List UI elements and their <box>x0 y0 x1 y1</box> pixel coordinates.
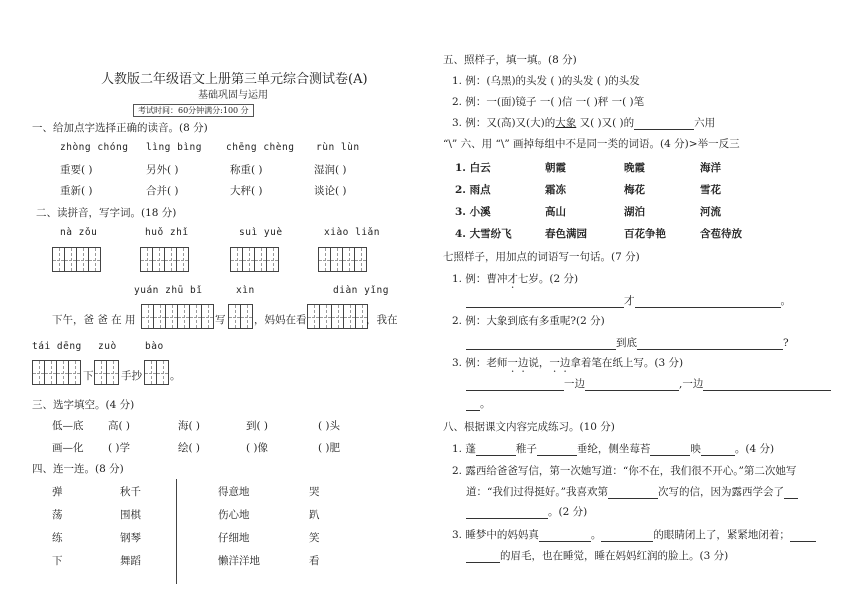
q6-word[interactable]: 春色满园 <box>545 228 587 240</box>
q6-word[interactable]: 4. 大雪纷飞 <box>455 228 512 240</box>
match-word[interactable]: 下 <box>52 555 63 567</box>
q6-word[interactable]: 雪花 <box>700 184 721 196</box>
match-word[interactable]: 懒洋洋地 <box>218 555 260 567</box>
q5-line[interactable]: 1. 例：(乌黑)的头发 ( )的头发 ( )的头发 <box>452 75 640 87</box>
q3-label: 低—底 <box>52 420 84 432</box>
q3-item[interactable]: 高( ) <box>108 420 131 432</box>
answer-blank[interactable] <box>466 296 624 308</box>
answer-blank[interactable] <box>466 399 480 411</box>
q1-item[interactable]: 重要( ) <box>60 164 93 176</box>
q3-item[interactable]: ( )肥 <box>318 442 341 454</box>
q1-heading: 一、给加点字选择正确的读音。(8 分) <box>32 122 208 134</box>
writing-grid[interactable] <box>52 247 101 272</box>
q1-pinyin: zhòng chóng <box>60 142 129 153</box>
q7-heading: 七照样子，用加点的词语写一句话。(7 分) <box>443 251 640 263</box>
q6-word[interactable]: 海洋 <box>700 162 721 174</box>
q2-pinyin: xiào liǎn <box>324 227 380 238</box>
q7-answer-line[interactable]: 才 。 <box>466 293 791 308</box>
answer-blank[interactable] <box>476 444 516 456</box>
q5-line[interactable] <box>452 115 715 130</box>
match-word[interactable]: 舞蹈 <box>120 555 141 567</box>
writing-grid[interactable] <box>307 304 368 329</box>
q8-line[interactable]: 的眉毛，也在睡觉，睡在妈妈红润的脸上。(3 分) <box>466 548 728 563</box>
q1-pinyin: chēng chèng <box>226 142 295 153</box>
q2-pinyin: bào <box>145 341 164 352</box>
q6-word[interactable]: 湖泊 <box>624 206 645 218</box>
divider <box>176 479 177 584</box>
match-word[interactable]: 伤心地 <box>218 509 250 521</box>
q6-word[interactable]: 河流 <box>700 206 721 218</box>
answer-blank[interactable] <box>703 379 831 391</box>
q8-line[interactable]: 道：“我们过得挺好。”我喜欢第 次写的信，因为露西学会了 <box>466 484 798 499</box>
answer-blank[interactable] <box>790 530 816 542</box>
page-subtitle: 基础巩固与运用 <box>198 90 268 101</box>
match-word[interactable]: 趴 <box>309 509 320 521</box>
q1-item[interactable]: 湿润( ) <box>314 164 347 176</box>
answer-blank[interactable] <box>585 379 679 391</box>
match-word[interactable]: 哭 <box>309 486 320 498</box>
q8-line[interactable]: 1. 蓬 稚子 垂纶，侧坐莓苔 映 。(4 分) <box>452 443 775 455</box>
q6-word[interactable]: 1. 白云 <box>455 162 491 174</box>
answer-blank[interactable] <box>701 444 735 456</box>
q6-heading: “\” 六、用 “\” 画掉每组中不是同一类的词语。(4 分)>举一反三 <box>443 138 740 150</box>
exam-info: 考试时间：60分钟满分:100 分 <box>133 104 254 117</box>
answer-blank[interactable] <box>539 530 591 542</box>
match-word[interactable]: 练 <box>52 532 63 544</box>
q7-answer-line[interactable]: 。 <box>466 396 491 411</box>
q7-example: 3. 例：老师一边说，一边拿着笔在纸上写。(3 分) <box>452 357 684 369</box>
q2-pinyin: tái dēng <box>32 341 82 352</box>
q6-word[interactable]: 高山 <box>545 206 566 218</box>
q3-item[interactable]: ( )像 <box>246 442 269 454</box>
writing-grid[interactable] <box>32 360 81 385</box>
q6-word[interactable]: 朝霞 <box>545 162 566 174</box>
q2-sentence: 下 <box>83 370 94 382</box>
q5-heading: 五、照样子，填一填。(8 分) <box>443 54 577 66</box>
q1-item[interactable]: 另外( ) <box>146 164 179 176</box>
answer-blank[interactable] <box>635 296 781 308</box>
q2-sentence: 。 <box>170 370 181 382</box>
match-word[interactable]: 笑 <box>309 532 320 544</box>
q5-text: 六用 <box>694 117 716 129</box>
q1-item[interactable]: 称重( ) <box>230 164 263 176</box>
match-word[interactable]: 得意地 <box>218 486 250 498</box>
match-word[interactable]: 仔细地 <box>218 532 250 544</box>
q2-pinyin: diàn yǐng <box>333 285 389 296</box>
q1-pinyin: lìng bìng <box>146 142 202 153</box>
q5-line[interactable]: 2. 例：一(面)镜子 一( )信 一( )秤 一( )笔 <box>452 96 645 108</box>
answer-blank[interactable] <box>608 487 658 499</box>
answer-blank[interactable] <box>650 444 690 456</box>
q5-text: 3. 例：又(高)又(大)的 <box>452 117 556 129</box>
q8-line: 2. 露西给爸爸写信，第一次她写道：“你不在，我们很不开心。”第二次她写 <box>452 465 797 477</box>
answer-blank[interactable] <box>466 551 500 563</box>
writing-grid[interactable] <box>228 304 253 329</box>
q2-pinyin: yuán zhū bǐ <box>134 285 203 296</box>
writing-grid[interactable] <box>94 360 119 385</box>
answer-blank[interactable] <box>466 338 616 350</box>
writing-grid[interactable] <box>140 247 189 272</box>
answer-blank[interactable] <box>784 487 798 499</box>
writing-grid[interactable] <box>141 304 214 329</box>
q3-item[interactable]: ( )学 <box>108 442 131 454</box>
writing-grid[interactable] <box>230 247 279 272</box>
q6-word[interactable]: 霜冻 <box>545 184 566 196</box>
q7-answer-line[interactable]: 一边 ,一边 <box>466 376 831 391</box>
q7-example: 1. 例：曹冲才七岁。(2 分) <box>452 273 579 285</box>
q8-heading: 八、根据课文内容完成练习。(10 分) <box>443 421 615 433</box>
q8-line[interactable]: 。(2 分) <box>466 504 587 519</box>
q6-word[interactable]: 3. 小溪 <box>455 206 491 218</box>
q5-text: 又( )又( )的 <box>576 117 635 129</box>
match-word[interactable]: 秋千 <box>120 486 141 498</box>
q3-label: 画—化 <box>52 442 84 454</box>
q7-answer-line[interactable]: 到底 ? <box>466 335 789 350</box>
answer-blank[interactable] <box>637 338 783 350</box>
answer-blank[interactable] <box>466 379 564 391</box>
q3-item[interactable]: 到( ) <box>246 420 269 432</box>
q6-word[interactable]: 含苞待放 <box>700 228 742 240</box>
writing-grid[interactable] <box>144 360 169 385</box>
q7-example: 2. 例：大象到底有多重呢?(2 分) <box>452 315 605 327</box>
page-title: 人教版二年级语文上册第三单元综合测试卷(A) <box>101 72 368 87</box>
answer-blank[interactable] <box>537 444 577 456</box>
q2-sentence: ，我在 <box>366 314 398 326</box>
match-word[interactable]: 看 <box>309 555 320 567</box>
q6-word[interactable]: 梅花 <box>624 184 645 196</box>
q1-item[interactable]: 合并( ) <box>146 185 179 197</box>
q3-heading: 三、选字填空。(4 分) <box>32 399 135 411</box>
match-word[interactable]: 弹 <box>52 486 63 498</box>
q1-item[interactable]: 重新( ) <box>60 185 93 197</box>
q4-heading: 四、连一连。(8 分) <box>32 463 124 475</box>
match-word[interactable]: 荡 <box>52 509 63 521</box>
q5-text: 大象 <box>555 117 577 129</box>
answer-blank[interactable] <box>601 530 653 542</box>
q6-word[interactable]: 晚霞 <box>624 162 645 174</box>
q2-pinyin: nà zǒu <box>60 227 98 238</box>
q1-pinyin: rùn lùn <box>316 142 360 153</box>
q2-pinyin: huǒ zhǐ <box>145 227 189 238</box>
q2-heading: 二、读拼音，写字词。(18 分) <box>36 207 177 219</box>
q3-item[interactable]: ( )头 <box>318 420 341 432</box>
q6-word[interactable]: 百花争艳 <box>624 228 666 240</box>
match-word[interactable]: 围棋 <box>120 509 141 521</box>
q1-item[interactable]: 大秤( ) <box>230 185 263 197</box>
q2-sentence: 手抄 <box>121 370 142 382</box>
q2-pinyin: xìn <box>236 285 255 296</box>
q2-pinyin: suì yuè <box>239 227 283 238</box>
q3-item[interactable]: 绘( ) <box>178 442 201 454</box>
q3-item[interactable]: 海( ) <box>178 420 201 432</box>
q2-sentence: 写 <box>215 314 226 326</box>
answer-blank[interactable] <box>466 507 548 519</box>
q6-word[interactable]: 2. 雨点 <box>455 184 491 196</box>
q8-line[interactable]: 3. 睡梦中的妈妈真 。 的眼睛闭上了，紧紧地闭着； <box>452 527 816 542</box>
q2-sentence: ，妈妈在看 <box>254 314 307 326</box>
q2-pinyin: zuò <box>98 341 117 352</box>
match-word[interactable]: 钢琴 <box>120 532 141 544</box>
q1-item[interactable]: 谈论( ) <box>314 185 347 197</box>
writing-grid[interactable] <box>318 247 367 272</box>
answer-blank[interactable] <box>634 118 694 130</box>
q2-sentence: 下午，爸 爸 在 用 <box>52 314 136 326</box>
